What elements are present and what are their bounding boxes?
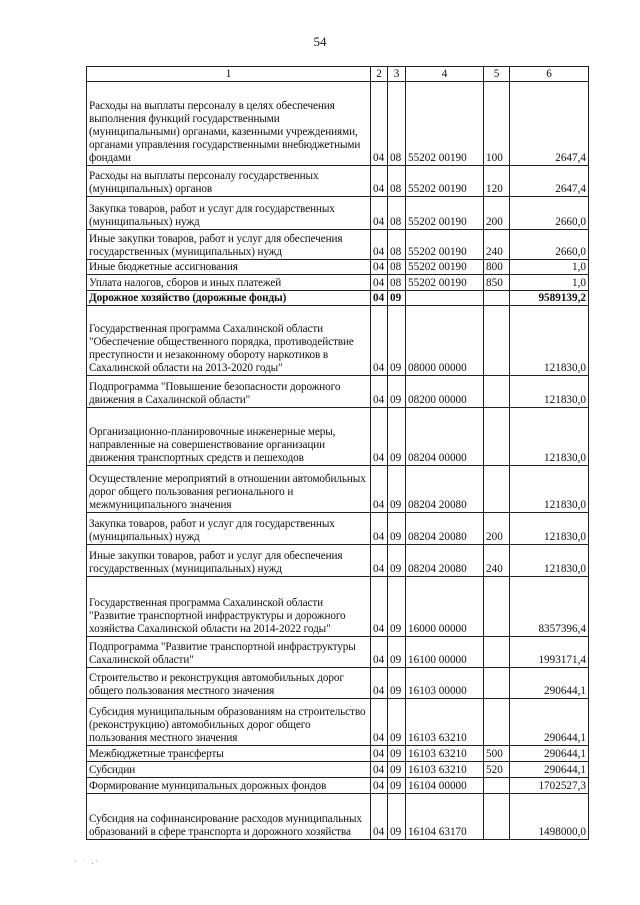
subsection-code-cell: 08	[388, 275, 406, 291]
subsection-code-cell: 09	[388, 291, 406, 306]
section-code-cell: 04	[371, 778, 388, 794]
scan-artifact: · ˙ .·	[74, 857, 100, 866]
amount-cell: 2660,0	[510, 230, 589, 260]
table-header-row	[87, 67, 589, 82]
subsection-code-cell: 09	[388, 778, 406, 794]
table-row	[87, 762, 589, 778]
amount-cell: 290644,1	[510, 746, 589, 762]
row-name-cell: Субсидии	[87, 762, 371, 778]
row-name-cell: Иные закупки товаров, работ и услуг для обеспечения государственных (муниципальных) нужд	[87, 545, 371, 577]
target-article-cell: 08000 00000	[406, 306, 484, 376]
subsection-code-cell: 09	[388, 513, 406, 545]
subsection-code-cell: 08	[388, 260, 406, 275]
row-name-cell: Государственная программа Сахалинской области "Обеспечение общественного порядка, противодействие преступности и незаконному обороту наркотиков в Сахалинской области на 2013-2020 годы"	[87, 306, 371, 376]
column-header: 1	[87, 67, 371, 82]
table-row	[87, 637, 589, 668]
subsection-code-cell: 09	[388, 577, 406, 637]
subsection-code-cell: 09	[388, 762, 406, 778]
target-article-cell: 08204 20080	[406, 545, 484, 577]
row-name-cell: Расходы на выплаты персоналу в целях обеспечения выполнения функций государственными (муниципальными) органами, казенными учреждениями, органами управления государственными внебюджетными фондами	[87, 82, 371, 166]
section-code-cell: 04	[371, 166, 388, 197]
section-code-cell: 04	[371, 668, 388, 699]
subsection-code-cell: 09	[388, 466, 406, 513]
amount-cell: 290644,1	[510, 699, 589, 746]
target-article-cell: 55202 00190	[406, 166, 484, 197]
subsection-code-cell: 08	[388, 197, 406, 230]
expense-type-cell: 100	[484, 82, 510, 166]
row-name-cell: Расходы на выплаты персоналу государственных (муниципальных) органов	[87, 166, 371, 197]
row-name-cell: Субсидия на софинансирование расходов муниципальных образований в сфере транспорта и дорожного хозяйства	[87, 794, 371, 840]
expense-type-cell: 500	[484, 746, 510, 762]
table-row	[87, 513, 589, 545]
section-code-cell: 04	[371, 82, 388, 166]
expense-type-cell: 240	[484, 545, 510, 577]
target-article-cell: 16103 00000	[406, 668, 484, 699]
subsection-code-cell: 09	[388, 699, 406, 746]
row-name-cell: Организационно-планировочные инженерные меры, направленные на совершенствование организации движения транспортных средств и пешеходов	[87, 408, 371, 466]
target-article-cell: 16104 00000	[406, 778, 484, 794]
section-code-cell: 04	[371, 794, 388, 840]
section-code-cell: 04	[371, 260, 388, 275]
amount-cell: 2647,4	[510, 82, 589, 166]
subsection-code-cell: 08	[388, 82, 406, 166]
target-article-cell: 55202 00190	[406, 230, 484, 260]
amount-cell: 1498000,0	[510, 794, 589, 840]
amount-cell: 290644,1	[510, 762, 589, 778]
expense-type-cell	[484, 376, 510, 408]
section-code-cell: 04	[371, 230, 388, 260]
table-row	[87, 275, 589, 291]
row-name-cell: Уплата налогов, сборов и иных платежей	[87, 275, 371, 291]
table-row	[87, 778, 589, 794]
column-header: 6	[510, 67, 589, 82]
amount-cell: 121830,0	[510, 466, 589, 513]
row-name-cell: Формирование муниципальных дорожных фондов	[87, 778, 371, 794]
table-row	[87, 466, 589, 513]
target-article-cell: 16103 63210	[406, 762, 484, 778]
target-article-cell: 55202 00190	[406, 260, 484, 275]
target-article-cell: 16104 63170	[406, 794, 484, 840]
target-article-cell: 16000 00000	[406, 577, 484, 637]
column-header: 3	[388, 67, 406, 82]
row-name-cell: Иные бюджетные ассигнования	[87, 260, 371, 275]
target-article-cell: 55202 00190	[406, 197, 484, 230]
table-row	[87, 260, 589, 275]
row-name-cell: Закупка товаров, работ и услуг для государственных (муниципальных) нужд	[87, 197, 371, 230]
target-article-cell	[406, 291, 484, 306]
expense-type-cell: 200	[484, 513, 510, 545]
amount-cell: 2660,0	[510, 197, 589, 230]
target-article-cell: 55202 00190	[406, 82, 484, 166]
section-code-cell: 04	[371, 699, 388, 746]
amount-cell: 9589139,2	[510, 291, 589, 306]
expense-type-cell: 800	[484, 260, 510, 275]
amount-cell: 121830,0	[510, 306, 589, 376]
expense-type-cell	[484, 794, 510, 840]
row-name-cell: Межбюджетные трансферты	[87, 746, 371, 762]
table-row	[87, 230, 589, 260]
target-article-cell: 55202 00190	[406, 275, 484, 291]
table-row	[87, 197, 589, 230]
table-row	[87, 82, 589, 166]
row-name-cell: Подпрограмма "Развитие транспортной инфраструктуры Сахалинской области"	[87, 637, 371, 668]
amount-cell: 121830,0	[510, 545, 589, 577]
section-code-cell: 04	[371, 513, 388, 545]
row-name-cell: Субсидия муниципальным образованиям на строительство (реконструкцию) автомобильных дорог общего пользования местного значения	[87, 699, 371, 746]
row-name-cell: Осуществление мероприятий в отношении автомобильных дорог общего пользования регионального и межмуниципального значения	[87, 466, 371, 513]
section-code-cell: 04	[371, 291, 388, 306]
section-code-cell: 04	[371, 376, 388, 408]
table-row	[87, 306, 589, 376]
row-name-cell: Строительство и реконструкция автомобильных дорог общего пользования местного значения	[87, 668, 371, 699]
expense-type-cell	[484, 778, 510, 794]
table-row	[87, 376, 589, 408]
table-row	[87, 746, 589, 762]
table-row	[87, 291, 589, 306]
section-code-cell: 04	[371, 545, 388, 577]
target-article-cell: 08204 20080	[406, 466, 484, 513]
section-code-cell: 04	[371, 762, 388, 778]
section-code-cell: 04	[371, 637, 388, 668]
table-row	[87, 699, 589, 746]
expense-type-cell	[484, 466, 510, 513]
subsection-code-cell: 09	[388, 637, 406, 668]
amount-cell: 290644,1	[510, 668, 589, 699]
target-article-cell: 08204 20080	[406, 513, 484, 545]
amount-cell: 2647,4	[510, 166, 589, 197]
target-article-cell: 08204 00000	[406, 408, 484, 466]
column-header: 2	[371, 67, 388, 82]
expense-type-cell: 240	[484, 230, 510, 260]
expense-type-cell	[484, 699, 510, 746]
subsection-code-cell: 08	[388, 166, 406, 197]
column-header: 5	[484, 67, 510, 82]
section-code-cell: 04	[371, 306, 388, 376]
row-name-cell: Подпрограмма "Повышение безопасности дорожного движения в Сахалинской области"	[87, 376, 371, 408]
amount-cell: 1702527,3	[510, 778, 589, 794]
table-row	[87, 668, 589, 699]
subsection-code-cell: 09	[388, 746, 406, 762]
section-code-cell: 04	[371, 408, 388, 466]
row-name-cell: Иные закупки товаров, работ и услуг для обеспечения государственных (муниципальных) нужд	[87, 230, 371, 260]
expense-type-cell	[484, 577, 510, 637]
table-row	[87, 794, 589, 840]
subsection-code-cell: 08	[388, 230, 406, 260]
section-code-cell: 04	[371, 197, 388, 230]
expense-type-cell	[484, 291, 510, 306]
subsection-code-cell: 09	[388, 545, 406, 577]
subsection-code-cell: 09	[388, 794, 406, 840]
target-article-cell: 16100 00000	[406, 637, 484, 668]
expense-type-cell	[484, 637, 510, 668]
subsection-code-cell: 09	[388, 376, 406, 408]
expense-type-cell	[484, 668, 510, 699]
column-header: 4	[406, 67, 484, 82]
row-name-cell: Государственная программа Сахалинской области "Развитие транспортной инфраструктуры и дорожного хозяйства Сахалинской области на 2014-2022 годы"	[87, 577, 371, 637]
expense-type-cell: 200	[484, 197, 510, 230]
row-name-cell: Закупка товаров, работ и услуг для государственных (муниципальных) нужд	[87, 513, 371, 545]
expense-type-cell: 520	[484, 762, 510, 778]
target-article-cell: 16103 63210	[406, 746, 484, 762]
budget-table	[86, 66, 589, 840]
row-name-cell: Дорожное хозяйство (дорожные фонды)	[87, 291, 371, 306]
amount-cell: 1,0	[510, 275, 589, 291]
table-row	[87, 408, 589, 466]
amount-cell: 1,0	[510, 260, 589, 275]
expense-type-cell	[484, 306, 510, 376]
amount-cell: 121830,0	[510, 513, 589, 545]
expense-type-cell: 120	[484, 166, 510, 197]
amount-cell: 1993171,4	[510, 637, 589, 668]
target-article-cell: 08200 00000	[406, 376, 484, 408]
table-row	[87, 577, 589, 637]
table-row	[87, 166, 589, 197]
page-number: 54	[313, 34, 327, 49]
section-code-cell: 04	[371, 746, 388, 762]
amount-cell: 8357396,4	[510, 577, 589, 637]
subsection-code-cell: 09	[388, 408, 406, 466]
section-code-cell: 04	[371, 466, 388, 513]
amount-cell: 121830,0	[510, 376, 589, 408]
expense-type-cell: 850	[484, 275, 510, 291]
subsection-code-cell: 09	[388, 668, 406, 699]
subsection-code-cell: 09	[388, 306, 406, 376]
section-code-cell: 04	[371, 577, 388, 637]
table-row	[87, 545, 589, 577]
target-article-cell: 16103 63210	[406, 699, 484, 746]
section-code-cell: 04	[371, 275, 388, 291]
amount-cell: 121830,0	[510, 408, 589, 466]
expense-type-cell	[484, 408, 510, 466]
